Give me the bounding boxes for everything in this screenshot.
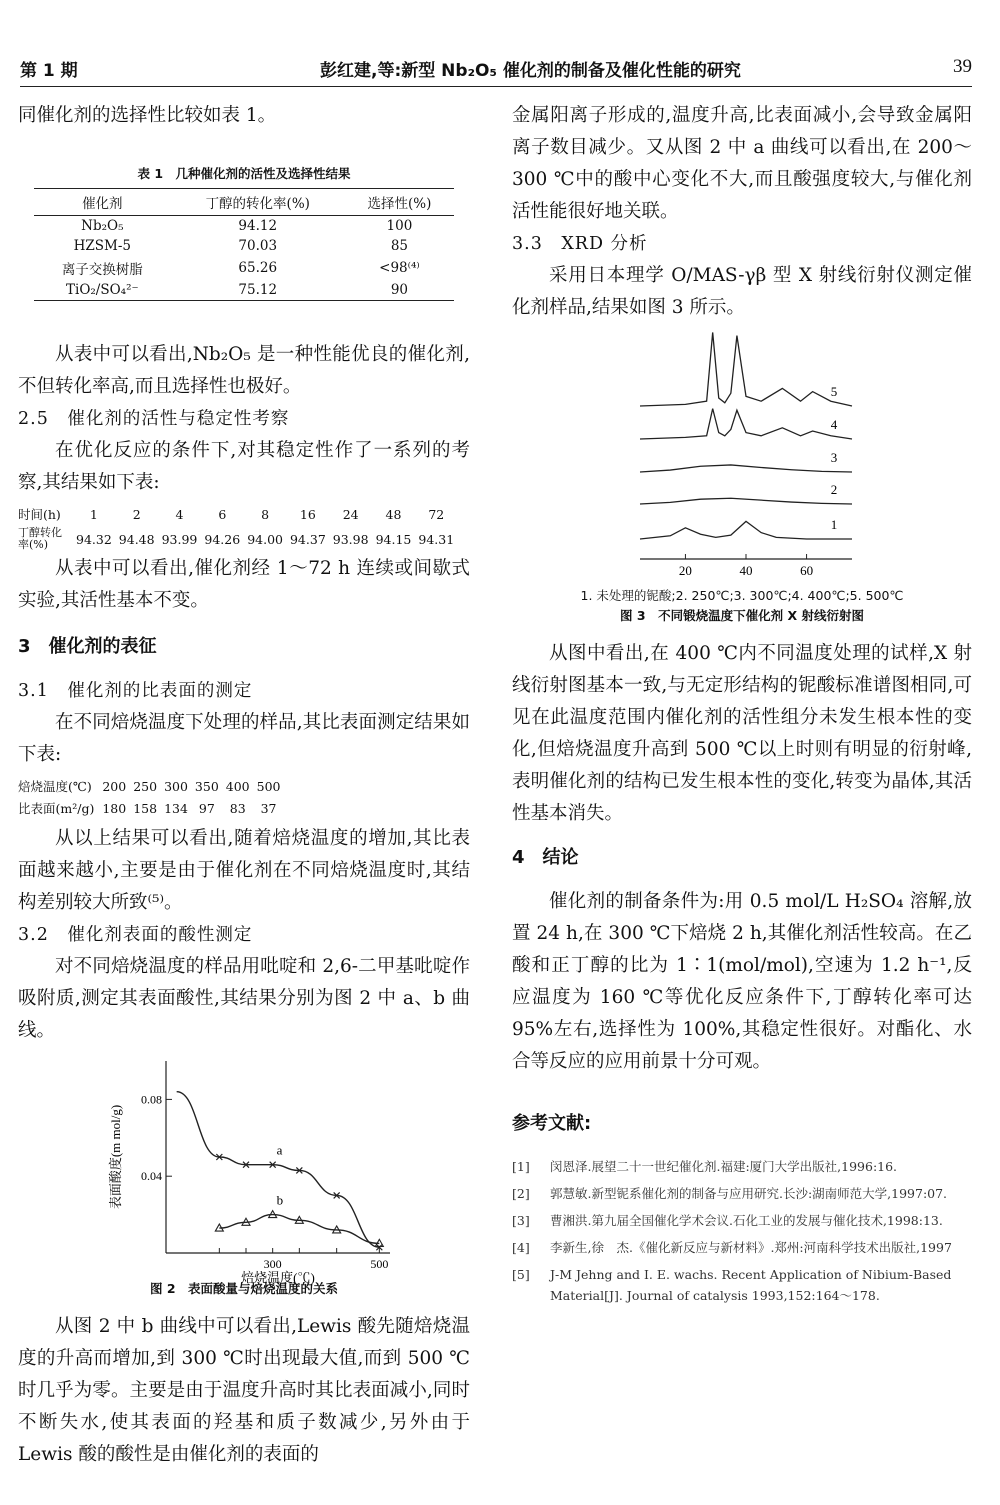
row-label: 丁醇转化率(%) bbox=[18, 526, 62, 551]
xrd-curve-5 bbox=[640, 332, 852, 406]
reference-item bbox=[512, 1264, 972, 1306]
table-cell: 85 bbox=[390, 238, 409, 254]
table-header-cell: 催化剂 bbox=[34, 189, 171, 216]
y-tick-label: 0.04 bbox=[141, 1169, 162, 1184]
series-label: b bbox=[276, 1192, 284, 1208]
table-cell: 75.12 bbox=[171, 280, 345, 301]
table-cell: 4 bbox=[175, 506, 184, 522]
table-row bbox=[34, 280, 454, 301]
row-label: 时间(h) bbox=[18, 507, 61, 522]
table-cell: 200 bbox=[102, 778, 127, 794]
series-line-b bbox=[219, 1215, 379, 1244]
reference-text: 曹湘洪.第九届全国催化学术会议.石化工业的发展与催化技术,1998:13. bbox=[550, 1213, 943, 1228]
table-cell: 16 bbox=[299, 506, 316, 522]
y-tick-label: 0.08 bbox=[141, 1092, 162, 1107]
reference-text: 李新生,徐 杰.《催化新反应与新材料》.郑州:河南科学技术出版社,1997 bbox=[550, 1240, 952, 1255]
paragraph: 采用日本理学 O/MAS-γβ 型 X 射线衍射仪测定催化剂样品,结果如图 3 所示。 bbox=[512, 265, 972, 318]
figure-2 bbox=[18, 1053, 470, 1303]
issue-label: 第 1 期 bbox=[20, 61, 78, 81]
x-axis-label: 焙烧温度(℃) bbox=[241, 1270, 315, 1285]
paragraph: 在优化反应的条件下,对其稳定性作了一系列的考察,其结果如下表: bbox=[18, 440, 470, 493]
reference-number: [5] bbox=[512, 1267, 530, 1282]
table-1 bbox=[34, 188, 454, 301]
xrd-curve-2 bbox=[640, 498, 852, 504]
page-number: 39 bbox=[953, 56, 972, 77]
reference-item bbox=[512, 1156, 972, 1177]
reference-list bbox=[512, 1156, 972, 1306]
section-heading: 3 催化剂的表征 bbox=[18, 636, 157, 657]
y-axis-label: 表面酸度(m mol/g) bbox=[108, 1104, 123, 1210]
table-cell: 65.26 bbox=[238, 260, 278, 276]
x-tick-label: 60 bbox=[800, 563, 814, 578]
article-title: 彭红建,等:新型 Nb₂O₅ 催化剂的制备及催化性能的研究 bbox=[320, 61, 741, 81]
table-cell: 1 bbox=[89, 506, 98, 522]
paragraph: 催化剂的制备条件为:用 0.5 mol/L H₂SO₄ 溶解,放置 24 h,在 300 ℃下焙烧 2 h,其催化剂活性较高。在乙酸和正丁醇的比为 1∶1(mol/mol),空速为 1.2 h⁻¹,反应温度为 160 ℃等优化反应条件下,丁醇转化率可达 95%左右,选择性为 100%,其稳定性很好。对酯化、水合等反应的应用前景十分可观。 bbox=[512, 891, 972, 1072]
x-tick-label: 40 bbox=[739, 563, 753, 578]
figure-caption: 图 3 不同锻烧温度下催化剂 X 射线衍射图 bbox=[620, 608, 864, 623]
paragraph: 从以上结果可以看出,随着焙烧温度的增加,其比表面越来越小,主要是由于催化剂在不同焙烧温度时,其结构差别较大所致⁽⁵⁾。 bbox=[18, 828, 470, 913]
paragraph: 从图 2 中 b 曲线中可以看出,Lewis 酸先随焙烧温度的升高而增加,到 300 ℃时出现最大值,而到 500 ℃时几乎为零。主要是由于温度升高时其比表面减小,同时不断失水,使其表面的羟基和质子数减少,另外由于 Lewis 酸的酸性是由催化剂的表面的 bbox=[18, 1316, 470, 1465]
table-cell: 83 bbox=[229, 800, 246, 816]
table-cell: 70.03 bbox=[238, 238, 278, 254]
reference-item bbox=[512, 1210, 972, 1231]
row-label: 比表面(m²/g) bbox=[18, 801, 95, 816]
series-label: a bbox=[276, 1142, 283, 1158]
table-cell: 158 bbox=[133, 800, 158, 816]
table-cell: 180 bbox=[102, 800, 127, 816]
table-cell: 94.31 bbox=[418, 531, 455, 547]
reference-item bbox=[512, 1237, 972, 1258]
table-cell: 6 bbox=[218, 506, 227, 522]
table-cell: 90 bbox=[345, 280, 454, 301]
reference-number: [1] bbox=[512, 1159, 530, 1174]
table-cell: 500 bbox=[256, 778, 281, 794]
header-rule bbox=[20, 86, 972, 87]
section-heading: 3.2 催化剂表面的酸性测定 bbox=[18, 925, 253, 945]
reference-number: [3] bbox=[512, 1213, 530, 1228]
paragraph: 在不同焙烧温度下处理的样品,其比表面测定结果如下表: bbox=[18, 712, 470, 765]
reference-text: 郭慧敏.新型铌系催化剂的制备与应用研究.长沙:湖南师范大学,1997:07. bbox=[550, 1186, 948, 1201]
paragraph: 从表中可以看出,催化剂经 1～72 h 连续或间歇式实验,其活性基本不变。 bbox=[18, 558, 470, 611]
table-cell: 94.12 bbox=[238, 218, 278, 234]
paragraph: 金属阳离子形成的,温度升高,比表面减小,会导致金属阳离子数目减少。又从图 2 中 a 曲线可以看出,在 200～300 ℃中的酸中心变化不大,而且酸强度较大,与催化剂活性能很好地关联。 bbox=[512, 105, 972, 222]
reference-item bbox=[512, 1183, 972, 1204]
paragraph: 同催化剂的选择性比较如表 1。 bbox=[18, 105, 277, 126]
xrd-curve-1 bbox=[640, 521, 852, 539]
xrd-curve-4 bbox=[640, 409, 852, 439]
table-cell: 94.37 bbox=[289, 531, 326, 547]
curve-label: 5 bbox=[830, 384, 838, 399]
table-cell: 37 bbox=[260, 800, 277, 816]
table-cell: 300 bbox=[164, 778, 188, 794]
table-cell: HZSM-5 bbox=[73, 238, 131, 254]
figure-3 bbox=[512, 324, 972, 586]
stability-table bbox=[18, 503, 461, 553]
table-cell: 94.48 bbox=[118, 531, 155, 547]
x-tick-label: 300 bbox=[263, 1257, 282, 1271]
table-cell: 94.00 bbox=[247, 531, 283, 547]
fig3-chart bbox=[512, 324, 972, 586]
table-cell: 100 bbox=[386, 218, 413, 234]
table-cell: 93.98 bbox=[332, 531, 369, 547]
table-cell: 94.26 bbox=[204, 531, 241, 547]
section-heading: 3.1 催化剂的比表面的测定 bbox=[18, 681, 253, 701]
surface-area-table bbox=[18, 775, 288, 819]
paragraph: 对不同焙烧温度的样品用吡啶和 2,6-二甲基吡啶作吸附质,测定其表面酸性,其结果分别为图 2 中 a、b 曲线。 bbox=[18, 956, 470, 1041]
table-cell: 72 bbox=[428, 506, 445, 522]
figure-legend: 1. 未处理的铌酸;2. 250℃;3. 300℃;4. 400℃;5. 500℃ bbox=[580, 588, 904, 603]
table-cell: 94.32 bbox=[76, 531, 112, 547]
reference-text: J-M Jehng and I. E. wachs. Recent Application of Nibium-Based Material[J]. Journal of catalysis 1993,152:164～178. bbox=[550, 1267, 952, 1303]
fig2-chart bbox=[18, 1053, 470, 1288]
section-heading: 3.3 XRD 分析 bbox=[512, 234, 648, 254]
reference-number: [2] bbox=[512, 1186, 530, 1201]
paragraph: 从图中看出,在 400 ℃内不同温度处理的试样,X 射线衍射图基本一致,与无定形结构的铌酸标准谱图相同,可见在此温度范围内催化剂的活性组分未发生根本性的变化,但焙烧温度升高到 500 ℃以上时则有明显的衍射峰,表明催化剂的结构已发生根本性的变化,转变为晶体,其活性基本消失。 bbox=[512, 643, 972, 824]
curve-label: 2 bbox=[830, 482, 838, 497]
table-cell: 97 bbox=[198, 800, 215, 816]
table-cell: <98⁽⁴⁾ bbox=[379, 260, 420, 276]
series-line-a bbox=[177, 1092, 380, 1248]
curve-label: 1 bbox=[830, 517, 838, 532]
table-row bbox=[34, 216, 454, 237]
table-header-cell: 选择性(%) bbox=[345, 189, 454, 216]
running-header bbox=[20, 56, 972, 84]
section-heading: 4 结论 bbox=[512, 847, 579, 868]
x-tick-label: 20 bbox=[678, 563, 692, 578]
curve-label: 3 bbox=[830, 450, 838, 465]
table-cell: TiO₂/SO₄²⁻ bbox=[34, 280, 171, 301]
reference-text: 闵恩泽.展望二十一世纪催化剂.福建:厦门大学出版社,1996:16. bbox=[550, 1159, 898, 1174]
left-column bbox=[18, 100, 470, 1471]
table-cell: 48 bbox=[385, 506, 402, 522]
paragraph: 从表中可以看出,Nb₂O₅ 是一种性能优良的催化剂,不但转化率高,而且选择性也极好。 bbox=[18, 344, 470, 397]
table-row bbox=[34, 256, 454, 280]
table-cell: 134 bbox=[164, 800, 188, 816]
table-cell: 400 bbox=[225, 778, 250, 794]
xrd-curve-3 bbox=[640, 465, 852, 472]
reference-number: [4] bbox=[512, 1240, 530, 1255]
curve-label: 4 bbox=[830, 417, 838, 432]
table-cell: 24 bbox=[342, 506, 359, 522]
table-row bbox=[34, 236, 454, 256]
table-cell: 93.99 bbox=[161, 531, 198, 547]
right-column bbox=[512, 100, 972, 1312]
row-label: 焙烧温度(℃) bbox=[18, 779, 92, 794]
table-cell: Nb₂O₅ bbox=[81, 218, 124, 234]
table-cell: 8 bbox=[261, 506, 270, 522]
table-cell: 94.15 bbox=[375, 531, 412, 547]
table-header-cell: 丁醇的转化率(%) bbox=[171, 189, 345, 216]
table-caption: 表 1 几种催化剂的活性及选择性结果 bbox=[137, 166, 351, 181]
table-cell: 离子交换树脂 bbox=[61, 262, 143, 278]
table-cell: 250 bbox=[133, 778, 158, 794]
section-heading: 2.5 催化剂的活性与稳定性考察 bbox=[18, 409, 290, 429]
x-tick-label: 500 bbox=[370, 1257, 389, 1271]
references-heading: 参考文献: bbox=[512, 1113, 592, 1134]
table-cell: 350 bbox=[194, 778, 219, 794]
table-cell: 2 bbox=[132, 506, 141, 522]
figure-caption: 图 2 表面酸量与焙烧温度的关系 bbox=[149, 1281, 339, 1296]
